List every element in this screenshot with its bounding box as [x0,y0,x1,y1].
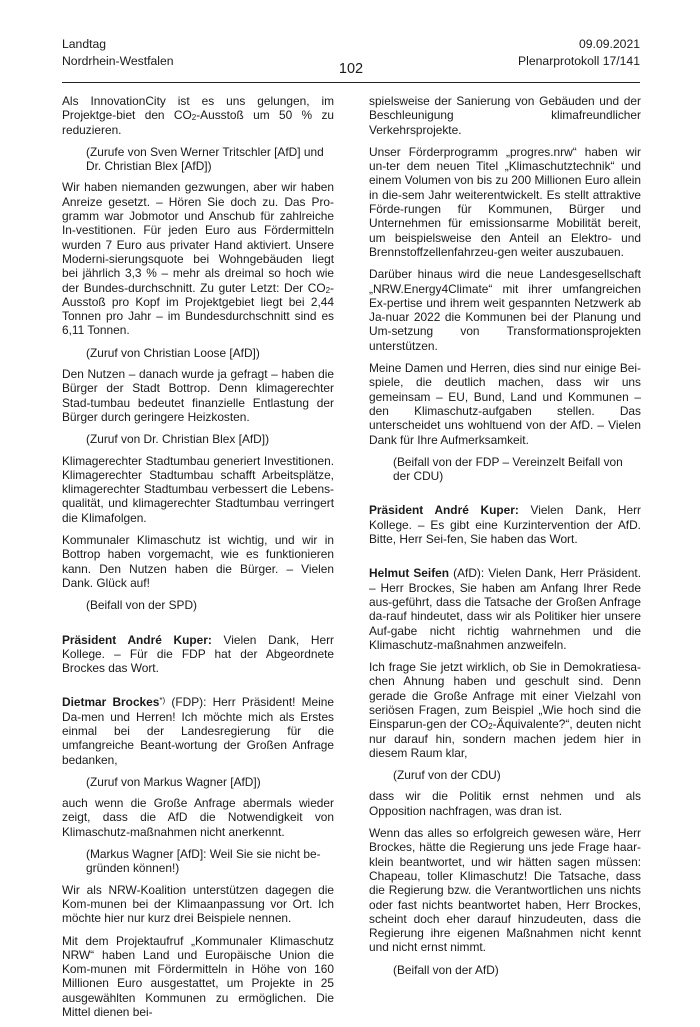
paragraph: Wir haben niemanden gezwungen, aber wir haben Anreize gesetzt. – Hören Sie doch zu. Das Pro-gramm war Jobmotor und Anschub für zahlreiche In-vestitionen. Für jeden Euro aus Fördermitteln wurden 7 Euro aus privater Hand aktiviert. Unsere Moderni-sierungsquote bei Wohngebäuden liegt bei jährlich 3,3 % – mehr als dreimal so hoch wie der Bundes-durchschnitt. Zu guter Letzt: Der $CO_2$-Ausstoß pro Kopf im Projektgebiet liegt bei 2,44 Tonnen pro Jahr – im Bundesdurchschnitt sind es 6,11 Tonnen. [62,180,334,338]
interjection: (Beifall von der FDP – Vereinzelt Beifall von der CDU) [393,454,623,484]
paragraph: Wir als NRW-Koalition unterstützen dagegen die Kom-munen bei der Klimaanpassung vor Ort. Ich möchte hier nur kurz drei Beispiele nennen. [62,882,334,926]
header-right [518,36,640,70]
state-name: Nordrhein-Westfalen [62,54,174,68]
paragraph: auch wenn die Große Anfrage abermals wieder zeigt, dass die AfD die Notwendigkeit von Klimaschutz-maßnahmen nicht anerkennt. [62,796,334,839]
speaker-name: Dietmar Brockes [62,695,160,710]
parliament-name: Landtag [62,37,107,51]
interjection: (Zuruf von Christian Loose [AfD]) [86,345,260,360]
interjection: (Beifall von der AfD) [393,962,499,977]
interjection: (Zuruf von Markus Wagner [AfD]) [86,774,261,789]
speaker-name: Präsident André Kuper: [62,632,212,647]
speaker-statement: Präsident André Kuper: Vielen Dank, Herr Kollege. – Es gibt eine Kurzintervention der AfD. Bitte, Herr Sei-fen, Sie haben das Wort. [369,503,641,547]
paragraph: Meine Damen und Herren, dies sind nur einige Bei-spiele, die deutlich machen, dass wir uns gemeinsam – EU, Bund, Land und Kommunen – den Klimaschutz-aufgaben stellen. Das unterscheidet uns wohltuend von der AfD. – Vielen Dank für Ihre Aufmerksamkeit. [369,361,641,447]
paragraph: Wenn das alles so erfolgreich gewesen wäre, Herr Brockes, hätte die Regierung uns jede Frage haar-klein beantwortet, und wir hätten sagen müssen: Chapeau, toller Klimaschutz! Die Tatsache, dass die Regierung bzw. die Verantwortlichen uns nichts oder fast nichts beantwortet haben, Herr Brockes, scheint doch eher darauf hinzudeuten, dass die Regierung ihre eigenen Maßnahmen nicht kennt und nicht ernst nimmt. [369,826,641,955]
paragraph: Darüber hinaus wird die neue Landesgesellschaft „NRW.Energy4Climate“ mit ihrer umfangreichen Ex-pertise und ihrem weit gespannten Netzwerk ab Ja-nuar 2022 die Kommunen bei der Planung und Um-setzung von Transformationsprojekten unterstützen. [369,267,641,353]
session-date: 09.09.2021 [579,37,640,51]
right-column [369,94,641,984]
interjection: (Zuruf von der CDU) [393,768,501,783]
paragraph: Ich frage Sie jetzt wirklich, ob Sie in Demokratiesa-chen Ahnung haben und geschult sind. Denn gerade die Große Anfrage mit einer Vielzahl von seriösen Fragen, zum Beispiel „Wie hoch sind die Einsparun-gen der $CO_2-Äquivalente?“$, deuten nicht nur darauf hin, sondern machen jedem hier in diesem Raum klar, [369,660,641,760]
speaker-statement: Dietmar Brockes*) (FDP): Herr Präsident! Meine Da-men und Herren! Ich möchte mich als Erstes einmal bei der Landesregierung für die umfangreiche Beant-wortung der Großen Anfrage bedanken, [62,695,334,767]
paragraph: Kommunaler Klimaschutz ist wichtig, und wir in Bottrop haben vorgemacht, wie es funktionieren kann. Den Nutzen haben die Bürger. – Vielen Dank. Glück auf! [62,533,334,590]
protocol-number: Plenarprotokoll 17/141 [518,54,640,68]
paragraph: Klimagerechter Stadtumbau generiert Investitionen. Klimagerechter Stadtumbau schafft Arbeitsplätze, klimagerechter Stadtumbau verbessert die Lebens-qualität, und klimagerechter Stadtumbau verringert die Klimafolgen. [62,453,334,525]
speaker-statement: Helmut Seifen (AfD): Vielen Dank, Herr Präsident. – Herr Brockes, Sie haben am Anfang Ihrer Rede aus-geführt, dass die Tatsache der Großen Anfrage da-rauf hindeutet, dass wir als Politiker hier unsere Auf-gabe nicht richtig wahrnehmen und die Klimaschutz-maßnahmen anzweifeln. [369,566,641,652]
interjection: (Zurufe von Sven Werner Tritschler [AfD] und Dr. Christian Blex [AfD]) [86,144,324,174]
header-rule [62,82,640,83]
paragraph: Unser Förderprogramm „progres.nrw“ haben wir un-ter dem neuen Titel „Klimaschutztechnik“ und einem Volumen von bis zu 200 Millionen Euro allein in die-sem Jahr weiterentwickelt. Es stellt attraktive Förde-rungen für Kommunen, Bürger und Unternehmen für emissionsarme Mobilität bereit, um beispielsweise den Anteil an Elektro- und Brennstoffzellenfahrzeu-gen weiter auszubauen. [369,144,641,259]
interjection: (Zuruf von Dr. Christian Blex [AfD]) [86,432,270,447]
speaker-name: Helmut Seifen [369,566,450,581]
paragraph: dass wir die Politik ernst nehmen und als Opposition nachfragen, was dran ist. [369,789,641,818]
paragraph: Den Nutzen – danach wurde ja gefragt – haben die Bürger der Stadt Bottrop. Denn klimagerechter Stad-tumbau bedeutet finanzielle Entlastung der Bürger durch geringere Heizkosten. [62,367,334,424]
page-number: 102 [338,61,364,77]
footnote-marker: *) [159,696,166,706]
page-header [62,36,640,80]
speaker-name: Präsident André Kuper: [369,503,519,518]
paragraph: Als InnovationCity ist es uns gelungen, im Projektge-biet den $CO_2$-Ausstoß um 50 % zu reduzieren. [62,94,334,137]
interjection: (Beifall von der SPD) [86,598,198,613]
paragraph: spielsweise der Sanierung von Gebäuden und der Beschleunigung klimafreundlicher Verkehrsprojekte. [369,94,641,137]
speaker-statement: Präsident André Kuper: Vielen Dank, Herr Kollege. – Für die FDP hat der Abgeordnete Brockes das Wort. [62,632,334,676]
left-column [62,94,334,1027]
paragraph: Mit dem Projektaufruf „Kommunaler Klimaschutz NRW“ haben Land und Europäische Union die Kom-munen mit Fördermitteln in Höhe von 160 Millionen Euro ausgestattet, um Projekte in 25 ausgewählten Kommunen zu ermöglichen. Die Mittel dienen bei- [62,933,334,1020]
interjection: (Markus Wagner [AfD]: Weil Sie sie nicht be-gründen können!) [86,847,321,876]
